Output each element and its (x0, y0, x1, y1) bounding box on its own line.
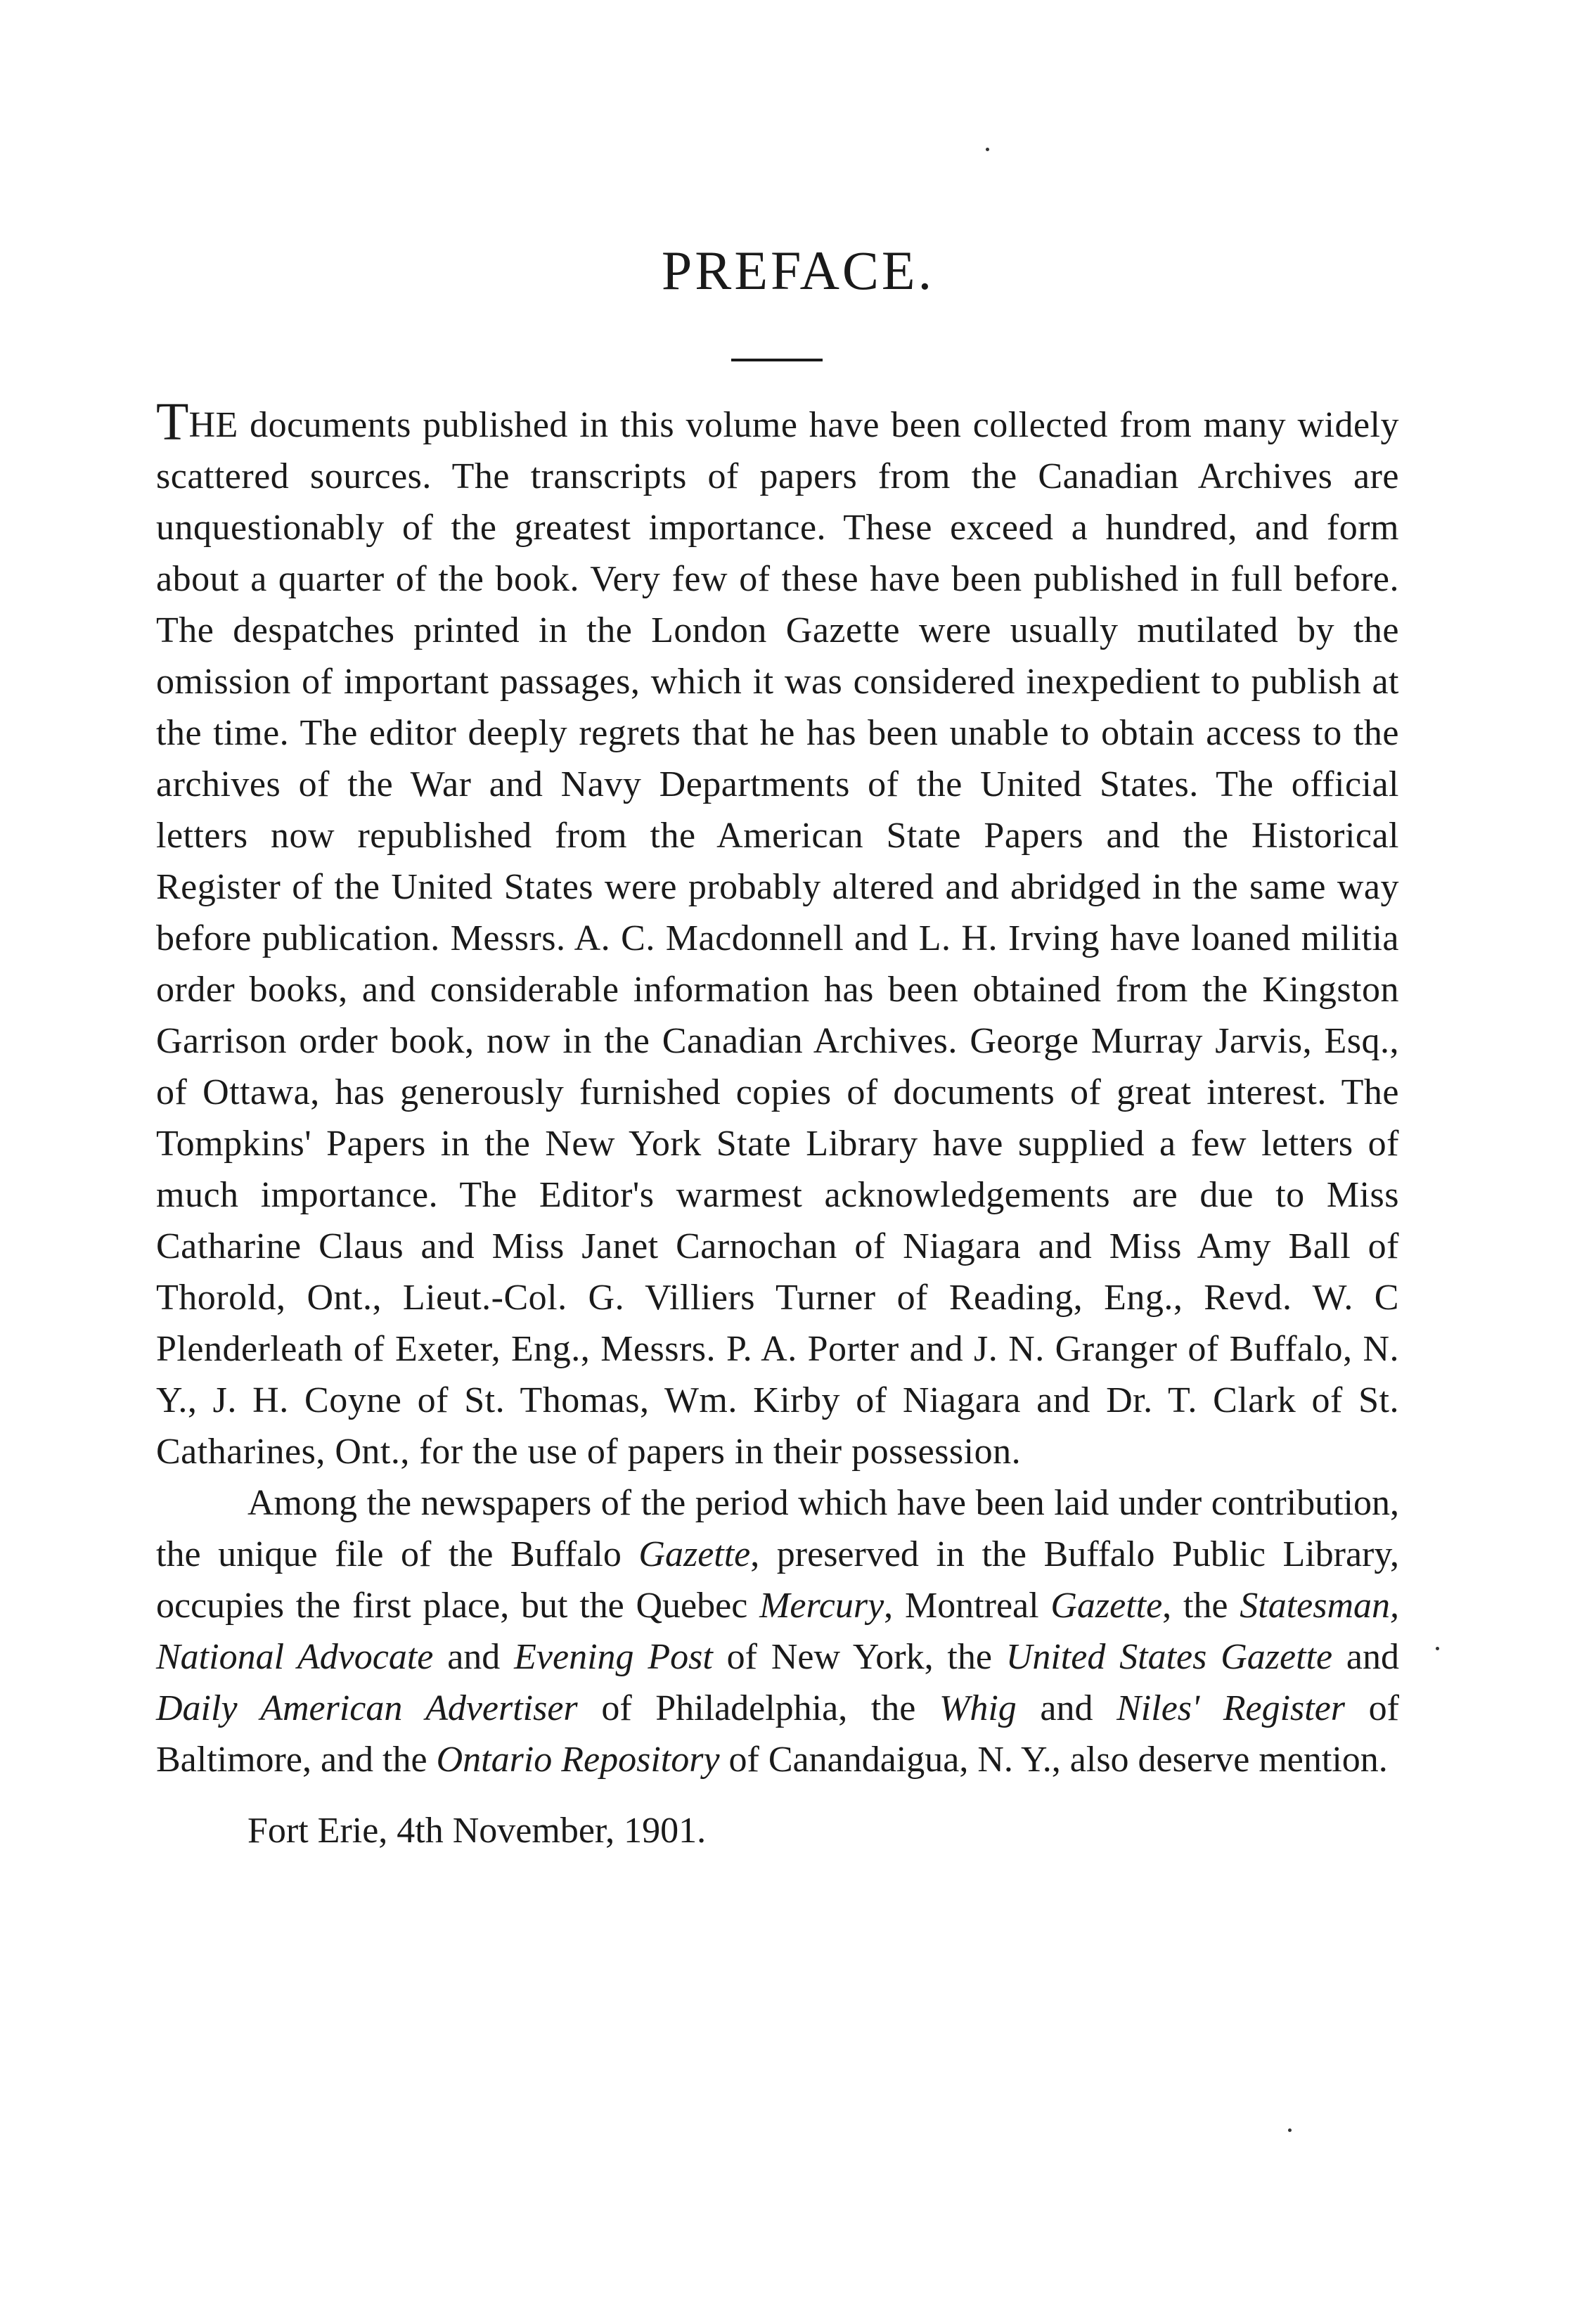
title-rule (731, 359, 823, 361)
paragraph-2-text: of Baltimore, and the (156, 1688, 1399, 1780)
drop-cap: T (156, 392, 189, 451)
paragraph-2-text: and (1016, 1688, 1117, 1728)
italic-title: Evening Post (514, 1637, 713, 1677)
paragraph-2-text: of Canandaigua, N. Y., also deserve mention. (719, 1740, 1388, 1780)
paragraph-2-text: of Philadelphia, the (577, 1688, 939, 1728)
italic-title: Gazette (1050, 1586, 1163, 1626)
paragraph-2-text: of New York, the (712, 1637, 1006, 1677)
italic-title: Statesman, National Advocate (156, 1586, 1400, 1677)
italic-title: Mercury (759, 1586, 884, 1626)
paragraph-2-text: , the (1162, 1586, 1240, 1626)
paragraph-2-text: and (433, 1637, 515, 1677)
italic-title: Niles' Register (1116, 1688, 1346, 1728)
italic-title: Whig (939, 1688, 1017, 1728)
place-date-signature: Fort Erie, 4th November, 1901. (247, 1811, 707, 1851)
italic-title: Gazette (638, 1534, 751, 1574)
paragraph-1-text: HE documents published in this volume have been collected from many widely scattered sources. The transcripts of papers from the Canadian Archives are unquestionably of the greatest importance. These exceed a hundred, and form about a quarter of the book. Very few of these have been published in full before. The despatches printed in the London Gazette were usually mutilated by the omission of important passages, which it was considered inexpedient to publish at the time. The editor deeply regrets that he has been unable to obtain access to the archives of the War and Navy Departments of the United States. The official letters now republished from the American State Papers and the Historical Register of the United States were probably altered and abridged in the same way before publication. Messrs. A. C. Macdonnell and L. H. Irving have loaned militia order books, and considerable information has been obtained from the Kingston Garrison order book, now in the Canadian Archives. George Murray Jarvis, Esq., of Ottawa, has generously furnished copies of documents of great interest. The Tompkins' Papers in the New York State Library have supplied a few letters of much importance. The Editor's warmest acknowledgements are due to Miss Catharine Claus and Miss Janet Carnochan of Niagara and Miss Amy Ball of Thorold, Ont., Lieut.-Col. G. Villiers Turner of Reading, Eng., Revd. W. C Plenderleath of Exeter, Eng., Messrs. P. A. Porter and J. N. Granger of Buffalo, N. Y., J. H. Coyne of St. Thomas, Wm. Kirby of Niagara and Dr. T. Clark of St. Catharines, Ont., for the use of papers in their possession. (156, 405, 1399, 1472)
paragraph-2-text: , preserved in the Buffalo Public Library, occupies the first place, but the Quebec (156, 1534, 1399, 1626)
print-speck (1288, 2128, 1292, 2132)
page-title: PREFACE. (661, 240, 935, 301)
paragraph-2 (156, 1477, 1399, 1785)
preface-body (156, 392, 1400, 1856)
paragraph-2-text: Among the newspapers of the period which have been laid under contribution, the unique file of the Buffalo (156, 1483, 1399, 1574)
paragraph-1 (156, 392, 1399, 1477)
paragraph-2-text: and (1332, 1637, 1399, 1677)
paragraph-2-text: , Montreal (884, 1586, 1051, 1626)
print-speck (1436, 1647, 1439, 1650)
italic-title: Daily American Advertiser (156, 1688, 578, 1728)
italic-title: United States Gazette (1005, 1637, 1333, 1677)
print-speck (986, 148, 989, 151)
italic-title: Ontario Repository (436, 1740, 720, 1780)
